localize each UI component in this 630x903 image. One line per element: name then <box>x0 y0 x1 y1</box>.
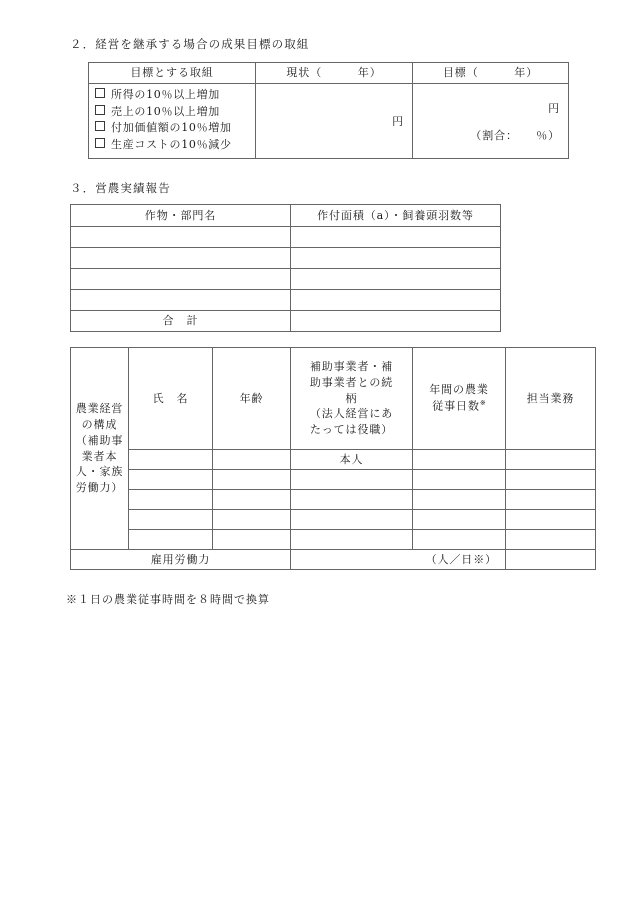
crops-table <box>70 204 501 332</box>
members-header-name: 氏 名 <box>129 348 213 450</box>
table-row <box>71 510 596 530</box>
members-row-label-line: 農業経営 <box>75 401 124 415</box>
members-header-relation <box>291 348 413 450</box>
crops-area-cell[interactable] <box>291 227 501 248</box>
table-row <box>71 450 596 470</box>
member-age-cell[interactable] <box>213 530 291 550</box>
members-table <box>70 347 596 570</box>
section-3-heading: ３．営農実績報告 <box>70 181 171 195</box>
checkbox-icon[interactable] <box>95 88 105 98</box>
target-ratio-label: （割合： ％） <box>470 129 560 143</box>
crops-name-cell[interactable] <box>71 227 291 248</box>
members-header-relation-line: 助事業者との続 <box>309 375 394 389</box>
table-header-row <box>89 63 569 84</box>
table-row <box>89 84 569 159</box>
goal-option-added-value[interactable] <box>95 120 255 137</box>
members-header-workdays <box>413 348 506 450</box>
members-row-label-line: の構成 <box>81 417 118 431</box>
checkbox-icon[interactable] <box>95 105 105 115</box>
member-duty-cell[interactable] <box>506 470 596 490</box>
member-duty-cell[interactable] <box>506 510 596 530</box>
goal-option-label: 所得の10％以上増加 <box>111 88 220 101</box>
member-duty-cell[interactable] <box>506 490 596 510</box>
crops-total-label: 合 計 <box>71 311 291 332</box>
member-relation-cell[interactable] <box>291 490 413 510</box>
table-row <box>71 290 501 311</box>
goal-option-income[interactable] <box>95 87 255 104</box>
table-row <box>71 227 501 248</box>
goal-option-label: 付加価値額の10％増加 <box>111 121 232 135</box>
target-unit-label: 円 <box>548 101 560 115</box>
member-age-cell[interactable] <box>213 510 291 530</box>
hired-labor-unit[interactable]: （人／日※） <box>291 550 506 570</box>
goal-option-label: 生産コストの10％減少 <box>111 138 232 152</box>
hired-labor-duty-cell[interactable] <box>506 550 596 570</box>
footnote-mark: ※ <box>479 399 486 408</box>
crops-name-cell[interactable] <box>71 290 291 311</box>
table-header-row <box>71 205 501 227</box>
member-name-cell[interactable] <box>129 530 213 550</box>
goals-target-value-cell[interactable] <box>413 84 569 159</box>
crops-total-row <box>71 311 501 332</box>
goal-option-cost-reduction[interactable] <box>95 137 255 154</box>
member-name-cell[interactable] <box>129 450 213 470</box>
goals-checkbox-cell <box>89 84 256 159</box>
member-relation-cell[interactable] <box>291 470 413 490</box>
member-relation-cell[interactable]: 本人 <box>291 450 413 470</box>
goals-header-measure: 目標とする取組 <box>89 63 256 84</box>
table-row <box>71 269 501 290</box>
members-row-label <box>71 348 129 550</box>
members-row-label-line: 業者本 <box>81 449 118 463</box>
members-header-relation-line: たっては役職） <box>309 423 394 437</box>
members-header-relation-line: 柄 <box>345 391 358 405</box>
member-workdays-cell[interactable] <box>413 470 506 490</box>
member-duty-cell[interactable] <box>506 450 596 470</box>
goals-table <box>88 62 569 159</box>
members-header-workdays-text: 従事日数 <box>432 399 480 413</box>
member-age-cell[interactable] <box>213 490 291 510</box>
table-row <box>71 530 596 550</box>
members-header-workdays-line2 <box>413 398 505 415</box>
member-relation-cell[interactable] <box>291 530 413 550</box>
checkbox-icon[interactable] <box>95 121 105 131</box>
crops-name-cell[interactable] <box>71 248 291 269</box>
goal-option-label: 売上の10％以上増加 <box>111 104 220 118</box>
member-relation-cell[interactable] <box>291 510 413 530</box>
members-row-label-line: 人・家族 <box>75 465 124 479</box>
current-unit-label: 円 <box>392 115 404 129</box>
member-workdays-cell[interactable] <box>413 510 506 530</box>
members-row-label-line: （補助事 <box>75 433 124 447</box>
member-workdays-cell[interactable] <box>413 490 506 510</box>
member-workdays-cell[interactable] <box>413 530 506 550</box>
member-name-cell[interactable] <box>129 490 213 510</box>
crops-area-cell[interactable] <box>291 269 501 290</box>
crops-area-cell[interactable] <box>291 248 501 269</box>
members-header-relation-line: 補助事業者・補 <box>309 359 394 373</box>
goal-option-sales[interactable] <box>95 104 255 121</box>
hired-labor-label: 雇用労働力 <box>71 550 291 570</box>
member-name-cell[interactable] <box>129 510 213 530</box>
members-header-row <box>71 348 596 450</box>
footnote-text: ※１日の農業従事時間を８時間で換算 <box>66 593 270 606</box>
crops-area-cell[interactable] <box>291 290 501 311</box>
goals-current-value-cell[interactable] <box>256 84 413 159</box>
crops-header-name: 作物・部門名 <box>71 205 291 227</box>
goal-checkbox-list <box>89 84 255 158</box>
hired-labor-row <box>71 550 596 570</box>
crops-total-value[interactable] <box>291 311 501 332</box>
member-age-cell[interactable] <box>213 450 291 470</box>
crops-name-cell[interactable] <box>71 269 291 290</box>
members-header-relation-line: （法人経営にあ <box>309 407 394 421</box>
goals-header-target: 目標（ 年） <box>413 63 569 84</box>
table-row <box>71 248 501 269</box>
crops-header-area: 作付面積（a）・飼養頭羽数等 <box>291 205 501 227</box>
member-duty-cell[interactable] <box>506 530 596 550</box>
goals-header-current: 現状（ 年） <box>256 63 413 84</box>
table-row <box>71 490 596 510</box>
table-row <box>71 470 596 490</box>
member-age-cell[interactable] <box>213 470 291 490</box>
members-header-workdays-line: 年間の農業 <box>429 383 489 397</box>
checkbox-icon[interactable] <box>95 138 105 148</box>
members-header-duty: 担当業務 <box>506 348 596 450</box>
member-name-cell[interactable] <box>129 470 213 490</box>
section-2-heading: ２．経営を継承する場合の成果目標の取組 <box>70 37 310 51</box>
members-header-age: 年齢 <box>213 348 291 450</box>
members-row-label-line: 労働力） <box>75 481 124 495</box>
member-workdays-cell[interactable] <box>413 450 506 470</box>
